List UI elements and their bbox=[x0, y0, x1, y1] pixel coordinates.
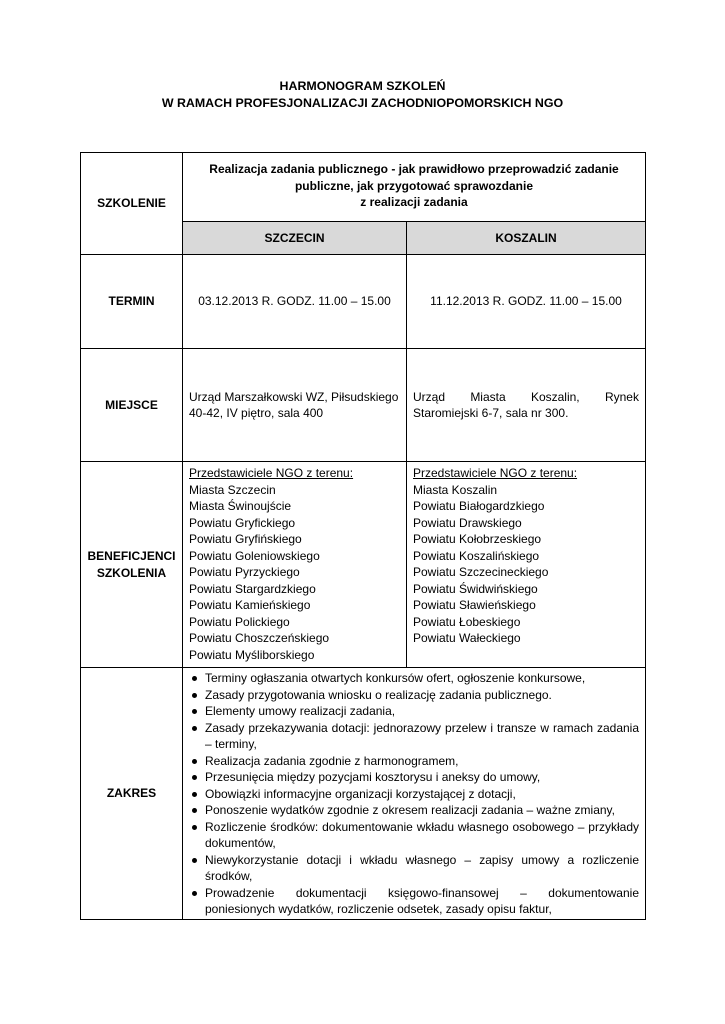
scope-item: Zasady przekazywania dotacji: jednorazowy przelew i transze w ramach zadania – terminy, bbox=[189, 720, 639, 753]
place-koszalin-line-1 bbox=[413, 389, 639, 406]
city-koszalin: KOSZALIN bbox=[407, 222, 646, 255]
topic-line-2: publiczne, jak przygotować sprawozdanie bbox=[294, 178, 534, 193]
label-termin: TERMIN bbox=[81, 255, 183, 349]
city-szczecin: SZCZECIN bbox=[183, 222, 407, 255]
beneficiaries-header: Przedstawiciele NGO z terenu: bbox=[413, 466, 578, 480]
beneficiaries-koszalin bbox=[407, 462, 646, 668]
place-szczecin bbox=[183, 349, 407, 462]
list-item: Miasta Świnoujście bbox=[189, 499, 292, 513]
list-item: Powiatu Kołobrzeskiego bbox=[413, 532, 542, 546]
list-item: Powiatu Koszalińskiego bbox=[413, 548, 540, 563]
list-item: Powiatu Świdwińskiego bbox=[413, 581, 538, 596]
list-item: Powiatu Polickiego bbox=[189, 614, 290, 629]
topic-line-3: z realizacji zadania bbox=[360, 195, 468, 210]
scope-item: Przesunięcia między pozycjami kosztorysu i aneksy do umowy, bbox=[189, 769, 639, 786]
scope-item: Niewykorzystanie dotacji i wkładu własnego – zapisy umowy a rozliczenie środków, bbox=[189, 852, 639, 885]
training-topic bbox=[183, 153, 646, 222]
list-item: Powiatu Gryfińskiego bbox=[189, 532, 302, 546]
title-line-1: HARMONOGRAM SZKOLEŃ bbox=[279, 79, 446, 93]
scope-item: Zasady przygotowania wniosku o realizację zadania publicznego. bbox=[189, 687, 639, 704]
place-word: Miasta bbox=[470, 389, 506, 404]
row-miejsce bbox=[81, 349, 646, 462]
topic-line-1: Realizacja zadania publicznego - jak prawidłowo przeprowadzić zadanie bbox=[209, 162, 619, 177]
place-koszalin-line-2: Staromiejski 6-7, sala nr 300. bbox=[413, 406, 569, 420]
list-item: Powiatu Drawskiego bbox=[413, 515, 522, 530]
termin-koszalin: 11.12.2013 R. GODZ. 11.00 – 15.00 bbox=[407, 255, 646, 349]
title-line-2: W RAMACH PROFESJONALIZACJI ZACHODNIOPOMORSKICH NGO bbox=[161, 96, 564, 110]
beneficiaries-header: Przedstawiciele NGO z terenu: bbox=[189, 466, 354, 480]
list-item: Powiatu Myśliborskiego bbox=[189, 647, 315, 662]
schedule-table bbox=[80, 152, 646, 920]
label-zakres: ZAKRES bbox=[81, 668, 183, 920]
list-item: Powiatu Wałeckiego bbox=[413, 631, 521, 645]
list-item: Powiatu Stargardzkiego bbox=[189, 581, 316, 596]
scope-item: Realizacja zadania zgodnie z harmonogramem, bbox=[189, 753, 639, 770]
scope-cell bbox=[183, 668, 646, 920]
termin-szczecin: 03.12.2013 R. GODZ. 11.00 – 15.00 bbox=[183, 255, 407, 349]
scope-item: Obowiązki informacyjne organizacji korzystającej z dotacji, bbox=[189, 786, 639, 803]
row-beneficjenci bbox=[81, 462, 646, 668]
beneficiaries-szczecin bbox=[183, 462, 407, 668]
label-miejsce: MIEJSCE bbox=[81, 349, 183, 462]
label-szkolenie: SZKOLENIE bbox=[81, 153, 183, 255]
list-item: Powiatu Sławieńskiego bbox=[413, 598, 536, 612]
scope-list bbox=[189, 670, 639, 918]
list-item: Powiatu Białogardzkiego bbox=[413, 499, 545, 513]
list-item: Powiatu Choszczeńskiego bbox=[189, 631, 330, 645]
scope-item: Ponoszenie wydatków zgodnie z okresem realizacji zadania – ważne zmiany, bbox=[189, 802, 639, 819]
list-item: Miasta Szczecin bbox=[189, 482, 276, 497]
place-word: Koszalin, bbox=[530, 389, 580, 404]
list-item: Miasta Koszalin bbox=[413, 482, 498, 497]
list-item: Powiatu Pyrzyckiego bbox=[189, 565, 300, 579]
list-item: Powiatu Gryfickiego bbox=[189, 515, 296, 530]
row-zakres bbox=[81, 668, 646, 920]
label-beneficjenci-line-1: BENEFICJENCI bbox=[87, 549, 176, 563]
list-item: Powiatu Kamieńskiego bbox=[189, 598, 311, 612]
label-beneficjenci-line-2: SZKOLENIA bbox=[96, 565, 167, 580]
list-item: Powiatu Goleniowskiego bbox=[189, 548, 320, 563]
document-title bbox=[0, 78, 725, 112]
scope-item: Rozliczenie środków: dokumentowanie wkładu własnego osobowego – przykłady dokumentów, bbox=[189, 819, 639, 852]
label-beneficjenci bbox=[81, 462, 183, 668]
place-koszalin bbox=[407, 349, 646, 462]
row-szkolenie bbox=[81, 153, 646, 222]
list-item: Powiatu Szczecineckiego bbox=[413, 565, 549, 579]
place-szczecin-line-1: Urząd Marszałkowski WZ, Piłsudskiego bbox=[189, 389, 399, 404]
place-word: Rynek bbox=[604, 389, 639, 404]
scope-item: Prowadzenie dokumentacji księgowo-finansowej – dokumentowanie poniesionych wydatków, rozliczenie odsetek, zasady opisu faktur, bbox=[189, 885, 639, 918]
place-szczecin-line-2: 40-42, IV piętro, sala 400 bbox=[189, 406, 324, 420]
scope-item: Elementy umowy realizacji zadania, bbox=[189, 703, 639, 720]
row-termin bbox=[81, 255, 646, 349]
place-word: Urząd bbox=[413, 389, 446, 404]
scope-item: Terminy ogłaszania otwartych konkursów ofert, ogłoszenie konkursowe, bbox=[189, 670, 639, 687]
list-item: Powiatu Łobeskiego bbox=[413, 614, 521, 629]
